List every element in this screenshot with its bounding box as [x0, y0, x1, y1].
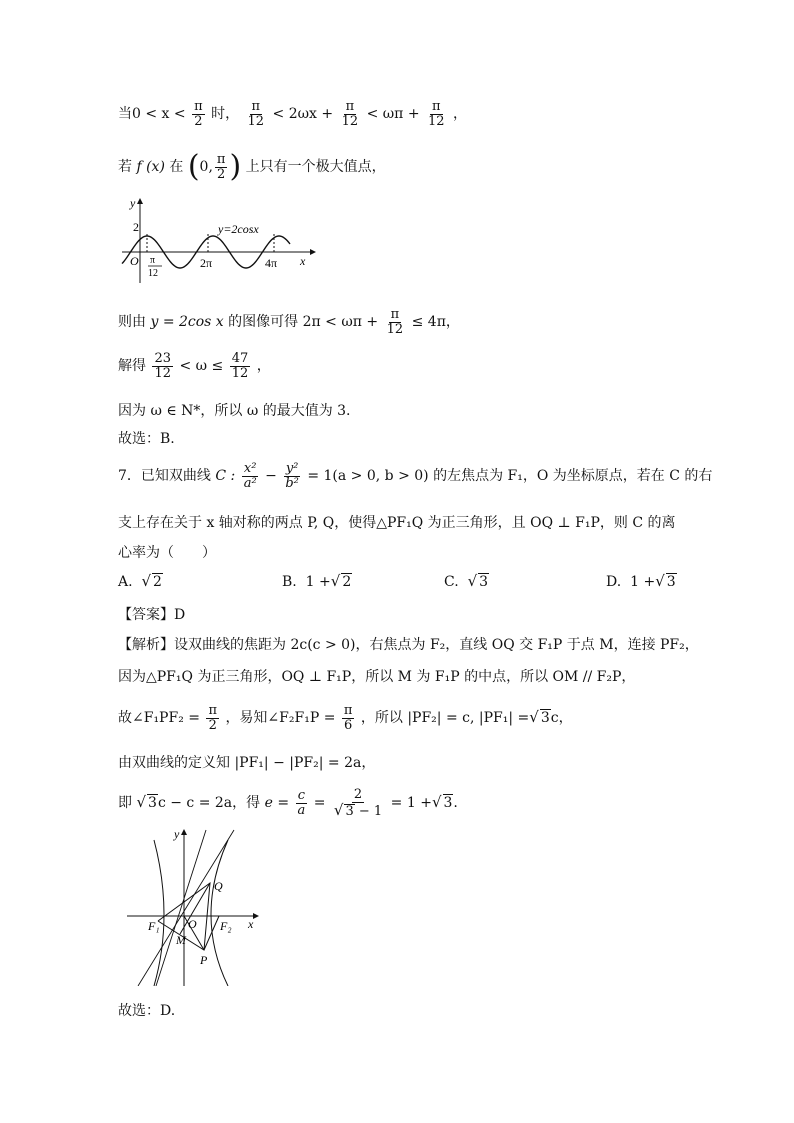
text: ，易知∠F₂F₁P = — [225, 710, 336, 727]
tick-2pi: 2π — [200, 256, 213, 270]
fig-x-label: x — [248, 917, 254, 931]
text: 若 — [118, 159, 132, 175]
fraction: $\frac{\pi}{12}$ — [386, 307, 404, 337]
q6-line-3 — [118, 308, 460, 336]
text: 解得 — [118, 358, 146, 375]
text: 故∠F₁PF₂ = — [118, 710, 200, 727]
option-prefix: 1 + — [305, 574, 331, 590]
text: 时， — [211, 106, 240, 123]
option-letter: D. — [606, 574, 622, 590]
radical-icon: √ — [333, 800, 344, 819]
paren-open: ( — [187, 149, 200, 184]
option-d[interactable] — [606, 572, 677, 590]
fraction: $\frac{2}{√ 3 - 1}$ — [333, 787, 383, 819]
two-label: 2 — [133, 220, 139, 234]
text: < ωπ + — [366, 106, 420, 123]
q6-line-2 — [118, 149, 386, 184]
text: = 1 + — [390, 795, 432, 812]
analysis-line-1: 【解析】设双曲线的焦距为 2c(c > 0)，右焦点为 F₂，直线 OQ 交 F₁P 于点 M，连接 PF₂， — [118, 637, 699, 653]
q7-line-2: 支上存在关于 x 轴对称的两点 P, Q，使得△PF₁Q 为正三角形，且 OQ ⊥ F₁P，则 C 的离 — [118, 515, 676, 531]
fraction: $\frac{47}{12}$ — [231, 351, 249, 381]
analysis-line-4: 由双曲线的定义知 |PF₁| − |PF₂| = 2a， — [118, 755, 376, 771]
text: = 1(a > 0, b > 0) 的左焦点为 F₁，O 为坐标原点，若在 C 的右 — [307, 468, 713, 485]
hyperbola-figure — [122, 826, 262, 986]
fraction: $\frac{\pi}{2}$ — [216, 151, 226, 182]
text: 当0 < x < — [118, 106, 186, 123]
analysis-line-3 — [118, 704, 573, 732]
fraction: $\frac{\text{y²}}{\text{b²}}$ — [285, 461, 299, 491]
q7-line-1 — [118, 462, 712, 490]
fraction: $\frac{23}{12}$ — [154, 351, 171, 381]
radical-icon: √ — [529, 708, 539, 727]
option-c[interactable] — [444, 572, 489, 590]
option-prefix: 1 + — [630, 574, 656, 590]
q6-line-5: 因为 ω ∈ N*，所以 ω 的最大值为 3. — [118, 403, 351, 419]
text: ， — [453, 106, 468, 123]
radicand: 2 — [153, 574, 162, 590]
tick-pi12-num: π — [150, 255, 156, 266]
final-answer: 故选：D. — [118, 1003, 176, 1019]
q6-line-1 — [118, 100, 467, 128]
text: 的图像可得 2π < ωπ + — [228, 314, 379, 331]
fraction: $\frac{\pi}{12}$ — [341, 99, 359, 129]
fraction: $\frac{\text{x²}}{\text{a²}}$ — [243, 461, 257, 491]
radical-icon: √ — [431, 793, 442, 812]
text: ，所以 |PF₂| = c, |PF₁| = — [360, 710, 530, 727]
text: 在 — [169, 159, 184, 175]
text: − — [265, 468, 277, 485]
fig-f1-label: F₁ — [148, 919, 160, 933]
q7-line-3: 心率为（ ） — [118, 545, 216, 561]
curve-label: y=2cosx — [218, 222, 259, 236]
text: < 2ωx + — [272, 106, 334, 123]
x-label: x — [300, 254, 306, 268]
curve-name: C : — [215, 468, 236, 485]
fraction: $\frac{\pi}{2}$ — [208, 703, 217, 733]
radical-icon: √ — [655, 572, 665, 590]
fig-p-label: P — [200, 953, 208, 967]
text: 则由 — [118, 314, 146, 331]
cosine-graph — [118, 195, 318, 285]
radicand: 3 — [345, 803, 354, 819]
fraction: $\frac{\pi}{12}$ — [247, 99, 265, 129]
radicand: 2 — [342, 574, 352, 590]
text: c − c = 2a，得 — [157, 795, 261, 812]
function: f (x) — [136, 159, 165, 175]
text: ， — [256, 358, 271, 375]
text: c， — [550, 710, 573, 727]
radical-icon: √ — [136, 793, 147, 812]
answer: 【答案】D — [118, 607, 186, 623]
q6-line-6: 故选：B. — [118, 431, 175, 447]
radicand: 3 — [479, 574, 489, 590]
equation: y = 2cos x — [150, 314, 224, 331]
y-label: y — [130, 196, 136, 210]
option-letter: C. — [444, 574, 459, 590]
option-a[interactable] — [118, 572, 163, 590]
analysis-line-5 — [118, 788, 458, 818]
o-label: O — [130, 254, 139, 268]
fraction: $\frac{\pi}{2}$ — [194, 99, 203, 129]
text: < ω ≤ — [179, 358, 224, 375]
fig-f2-label: F₂ — [220, 919, 232, 933]
option-letter: B. — [282, 574, 297, 590]
paren-close: ) — [229, 149, 242, 184]
text: = — [313, 795, 326, 812]
analysis-line-2: 因为△PF₁Q 为正三角形，OQ ⊥ F₁P，所以 M 为 F₁P 的中点，所以 OM // F₂P， — [118, 669, 636, 685]
radicand: 3 — [666, 574, 676, 590]
fig-q-label: Q — [214, 879, 223, 893]
option-b[interactable] — [282, 572, 352, 590]
radical-icon: √ — [330, 572, 341, 590]
text: 即 — [118, 795, 132, 812]
text: − 1 — [358, 803, 383, 819]
text: ≤ 4π， — [411, 314, 460, 331]
fraction: $\frac{\pi}{6}$ — [343, 703, 353, 733]
fraction: $\frac{c}{a}$ — [297, 788, 306, 818]
radicand: 3 — [540, 710, 550, 727]
radicand: 3 — [148, 795, 157, 812]
fraction: $\frac{\pi}{12}$ — [428, 99, 445, 129]
text: 7．已知双曲线 — [118, 468, 211, 485]
text: 0, — [199, 159, 213, 175]
radicand: 3 — [443, 795, 453, 812]
tick-4pi: 4π — [265, 256, 278, 270]
text: 上只有一个极大值点， — [245, 159, 386, 175]
text: e = — [264, 795, 290, 812]
q6-line-4 — [118, 352, 271, 380]
option-letter: A. — [118, 574, 133, 590]
fig-y-label: y — [174, 827, 180, 841]
text: . — [453, 795, 458, 812]
radical-icon: √ — [141, 572, 152, 590]
radical-icon: √ — [467, 572, 478, 590]
fig-m-label: M — [176, 933, 186, 947]
fig-o-label: O — [188, 917, 197, 931]
tick-pi12-den: 12 — [148, 268, 158, 279]
